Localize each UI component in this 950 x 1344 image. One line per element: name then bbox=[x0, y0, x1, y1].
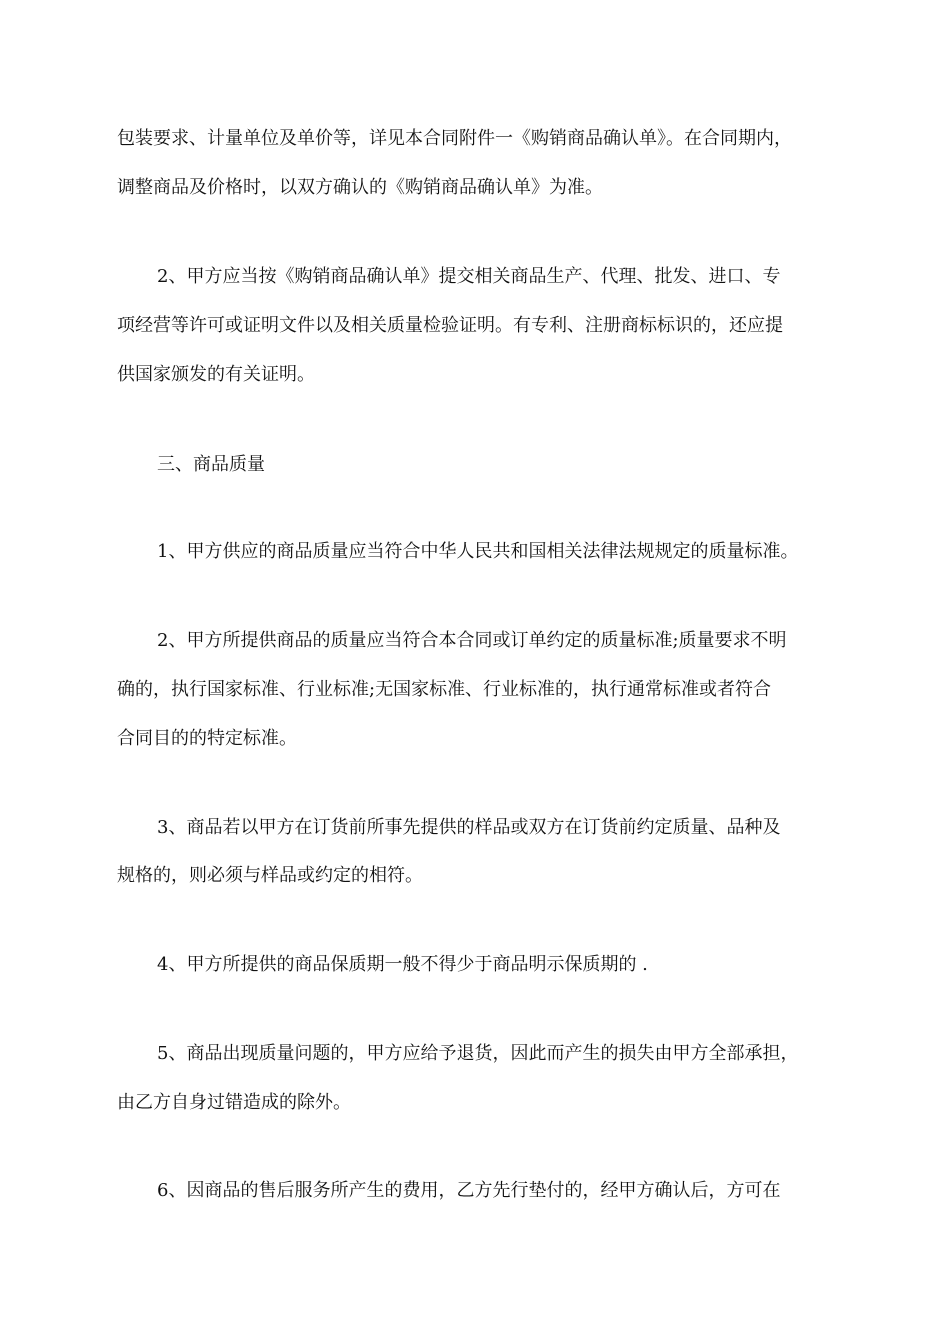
section-heading: 三、商品质量 bbox=[157, 454, 265, 475]
text-line: 1、甲方供应的商品质量应当符合中华人民共和国相关法律法规规定的质量标准。 bbox=[157, 541, 799, 562]
text-line: 合同目的的特定标准。 bbox=[117, 728, 297, 749]
text-line: 5、商品出现质量问题的，甲方应给予退货，因此而产生的损失由甲方全部承担， bbox=[157, 1043, 799, 1064]
text-line: 3、商品若以甲方在订货前所事先提供的样品或双方在订货前约定质量、品种及 bbox=[157, 817, 781, 838]
text-line: 4、甲方所提供的商品保质期一般不得少于商品明示保质期的 . bbox=[157, 954, 648, 975]
text-line: 确的，执行国家标准、行业标准;无国家标准、行业标准的，执行通常标准或者符合 bbox=[117, 679, 772, 700]
text-line: 规格的，则必须与样品或约定的相符。 bbox=[117, 865, 423, 886]
text-line: 6、因商品的售后服务所产生的费用，乙方先行垫付的，经甲方确认后，方可在 bbox=[157, 1180, 781, 1201]
text-line: 2、甲方所提供商品的质量应当符合本合同或订单约定的质量标准;质量要求不明 bbox=[157, 630, 787, 651]
text-line: 供国家颁发的有关证明。 bbox=[117, 364, 315, 385]
text-line: 由乙方自身过错造成的除外。 bbox=[117, 1092, 351, 1113]
text-line: 项经营等许可或证明文件以及相关质量检验证明。有专利、注册商标标识的，还应提 bbox=[117, 315, 783, 336]
text-line: 包装要求、计量单位及单价等，详见本合同附件一《购销商品确认单》。在合同期内， bbox=[117, 128, 792, 149]
text-line: 调整商品及价格时，以双方确认的《购销商品确认单》为准。 bbox=[117, 177, 603, 198]
text-line: 2、甲方应当按《购销商品确认单》提交相关商品生产、代理、批发、进口、专 bbox=[157, 266, 781, 287]
